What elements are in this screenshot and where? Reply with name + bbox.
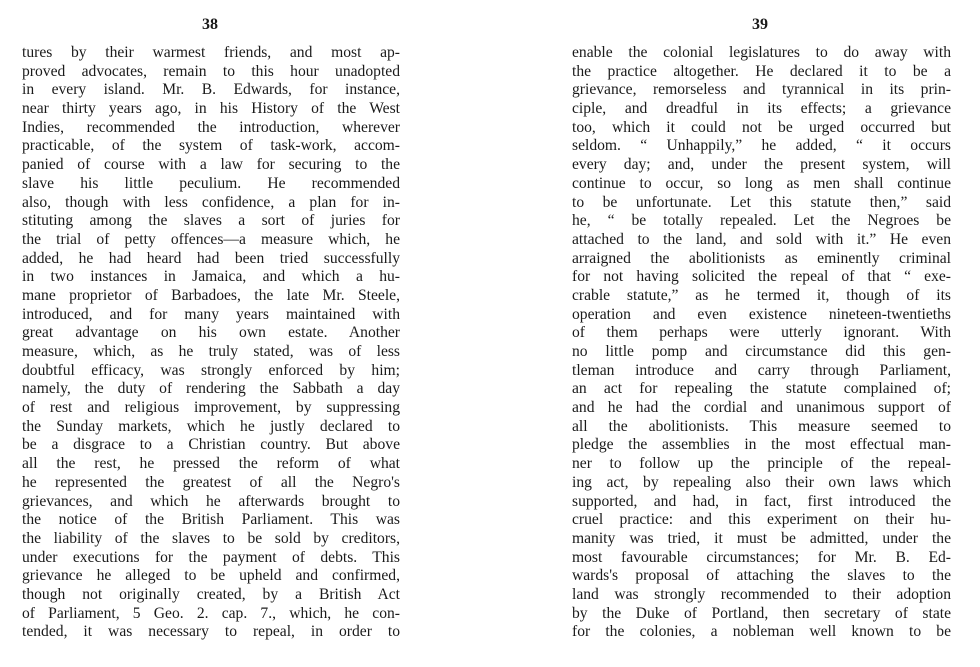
text-line: namely, the duty of rendering the Sabbath a day [22,380,400,398]
right-page-body-text [572,44,951,642]
text-line: to be unfortunate. Let this statute then,” said [572,193,951,211]
text-line: of them perhaps were utterly ignorant. With [572,324,951,342]
text-line: of Parliament, 5 Geo. 2. cap. 7., which, he con- [22,604,400,622]
text-line: manity was tried, it must be admitted, under the [572,529,951,547]
text-line: slave his little peculium. He recommended [22,174,400,192]
text-line: grievance, remorseless and tyrannical in its prin- [572,81,951,99]
text-line: attached to the land, and sold with it.” He even [572,230,951,248]
text-line: land was strongly recommended to their adoption [572,585,951,603]
text-line: he, “ be totally repealed. Let the Negroes be [572,212,951,230]
text-line: great advantage on his own estate. Another [22,324,400,342]
text-line: the trial of petty offences—a measure which, he [22,230,400,248]
text-line: every day; and, under the present system, will [572,156,951,174]
text-line: too, which it could not be urged occurred but [572,118,951,136]
text-line: measure, which, as he truly stated, was of less [22,343,400,360]
text-line: introduced, and for many years maintained with [22,305,400,323]
text-line: ciple, and dreadful in its effects; a grievance [572,100,951,118]
text-line: enable the colonial legislatures to do away with [572,44,951,61]
text-line: practicable, of the system of task-work, accom- [22,137,400,155]
text-line: be a disgrace to a Christian country. But above [22,436,400,454]
text-line: ner to follow up the principle of the repeal- [572,455,951,473]
text-line: operation and even existence nineteen-twentieths [572,305,951,323]
text-line: cruel practice: and this experiment on their hu- [572,511,951,529]
text-line: also, though with less confidence, a plan for in- [22,193,400,211]
text-line: all the abolitionists. This measure seemed to [572,417,951,435]
text-line: ing act, by repealing also their own laws which [572,473,951,491]
text-line: for the colonies, a nobleman well known to be [572,623,951,641]
text-line: in two instances in Jamaica, and which a hu- [22,268,400,286]
text-line: by the Duke of Portland, then secretary of state [572,604,951,622]
right-page-number: 39 [752,16,768,33]
text-line: and he had the cordial and unanimous support of [572,399,951,417]
text-line: grievance he alleged to be upheld and confirmed, [22,567,400,585]
text-line: seldom. “ Unhappily,” he added, “ it occurs [572,137,951,155]
text-line: supported, and had, in fact, first introduced the [572,492,951,510]
left-page-number: 38 [202,16,218,33]
text-line: under executions for the payment of debts. This [22,548,400,566]
text-line: the practice altogether. He declared it to be a [572,62,951,80]
text-line: doubtful efficacy, was strongly enforced by him; [22,361,400,379]
text-line: for not having solicited the repeal of that “ exe- [572,268,951,286]
text-line: most favourable circumstances; for Mr. B. Ed- [572,548,951,566]
text-line: the liability of the slaves to be sold by creditors, [22,529,400,547]
text-line: of rest and religious improvement, by suppressing [22,399,400,417]
text-line: the notice of the British Parliament. This was [22,511,400,529]
text-line: in every island. Mr. B. Edwards, for instance, [22,81,400,99]
text-line: continue to occur, so long as men shall continue [572,174,951,192]
text-line: wards's proposal of attaching the slaves to the [572,567,951,585]
text-line: crable statute,” as he termed it, though of its [572,286,951,304]
text-line: no little pomp and circumstance did this gen- [572,343,951,360]
text-line: stituting among the slaves a sort of juries for [22,212,400,230]
text-line: added, he had heard had been tried successfully [22,249,400,267]
text-line: tended, it was necessary to repeal, in order to [22,623,400,641]
text-line: mane proprietor of Barbadoes, the late Mr. Steele, [22,286,400,304]
text-line: tleman introduce and carry through Parliament, [572,361,951,379]
text-line: panied of course with a law for securing to the [22,156,400,174]
left-page-body-text [22,44,400,642]
text-line: the Sunday markets, which he justly declared to [22,417,400,435]
text-line: Indies, recommended the introduction, wherever [22,118,400,136]
text-line: proved advocates, remain to this hour unadopted [22,62,400,80]
text-line: tures by their warmest friends, and most ap- [22,44,400,61]
text-line: arraigned the abolitionists as eminently criminal [572,249,951,267]
text-line: an act for repealing the statute complained of; [572,380,951,398]
text-line: he represented the greatest of all the Negro's [22,473,400,491]
text-line: all the rest, he pressed the reform of what [22,455,400,473]
text-line: though not originally created, by a British Act [22,585,400,603]
text-line: near thirty years ago, in his History of the West [22,100,400,118]
text-line: pledge the assemblies in the most effectual man- [572,436,951,454]
text-line: grievances, and which he afterwards brought to [22,492,400,510]
right-page [490,0,980,667]
